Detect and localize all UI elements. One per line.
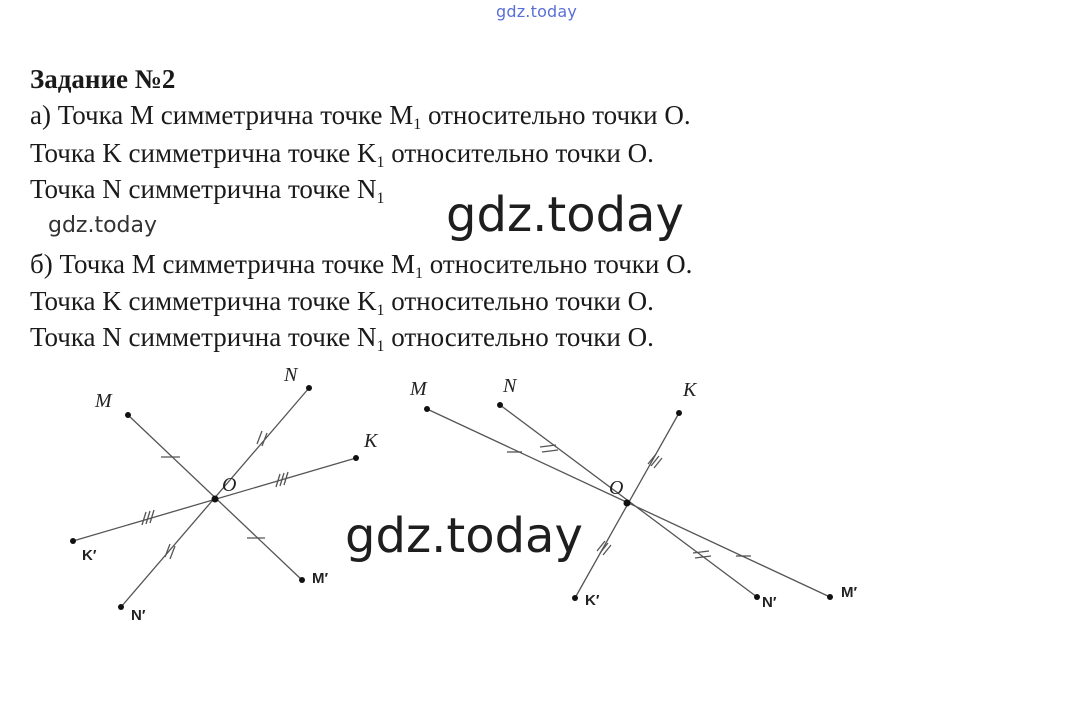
part-b-line-2: Точка K симметрична точке $K_1$ относительно точки O. <box>30 286 654 319</box>
point-k2 <box>70 538 76 544</box>
point-m2 <box>299 577 305 583</box>
label-n: N <box>284 364 298 386</box>
part-b-line-1: б) Точка M симметрична точке $M_1$ относительно точки O. <box>30 249 693 282</box>
tick-mark <box>257 431 262 444</box>
point-o <box>624 500 631 507</box>
point-n <box>306 385 312 391</box>
point-n2 <box>754 594 760 600</box>
part-b-line-3: Точка N симметрична точке $N_1$ относительно точки O. <box>30 322 654 355</box>
point-o <box>212 496 219 503</box>
label-o: O <box>222 474 237 496</box>
tick-mark <box>150 510 154 523</box>
label-m2: M′ <box>312 570 329 587</box>
tick-mark <box>654 458 662 468</box>
point-k <box>676 410 682 416</box>
tick-mark <box>600 543 608 553</box>
tick-mark <box>540 445 556 447</box>
point-m <box>125 412 131 418</box>
watermark-large-1: gdz.today <box>446 187 684 243</box>
point-m <box>424 406 430 412</box>
label-m: M <box>410 378 427 400</box>
label-n2: N′ <box>762 594 777 611</box>
label-m: M <box>95 390 112 412</box>
part-a-line-2: Точка K симметрична точке $K_1$ относительно точки O. <box>30 138 654 171</box>
part-a-line-3: Точка N симметрична точке $N_1$ <box>30 174 385 207</box>
point-k <box>353 455 359 461</box>
figure-right-points <box>424 402 833 601</box>
part-a-line-1: а) Точка M симметрична точке $M_1$ относительно точки O. <box>30 100 691 133</box>
point-m2 <box>827 594 833 600</box>
label-n: N <box>503 375 517 397</box>
watermark-small: gdz.today <box>48 213 158 238</box>
label-k2: K′ <box>585 592 600 609</box>
tick-mark <box>648 454 656 464</box>
label-k: K <box>683 379 697 401</box>
tick-mark <box>262 433 267 446</box>
watermark-large-2: gdz.today <box>345 508 583 564</box>
point-k2 <box>572 595 578 601</box>
tick-mark <box>142 512 146 525</box>
label-k: K <box>364 430 378 452</box>
tick-mark <box>542 450 558 452</box>
label-m2: M′ <box>841 584 858 601</box>
point-n <box>497 402 503 408</box>
task-title: Задание №2 <box>30 64 176 94</box>
watermark-top: gdz.today <box>496 2 578 21</box>
label-n2: N′ <box>131 607 146 624</box>
label-k2: K′ <box>82 547 97 564</box>
label-o: O <box>609 477 624 499</box>
tick-mark <box>146 511 150 524</box>
point-n2 <box>118 604 124 610</box>
